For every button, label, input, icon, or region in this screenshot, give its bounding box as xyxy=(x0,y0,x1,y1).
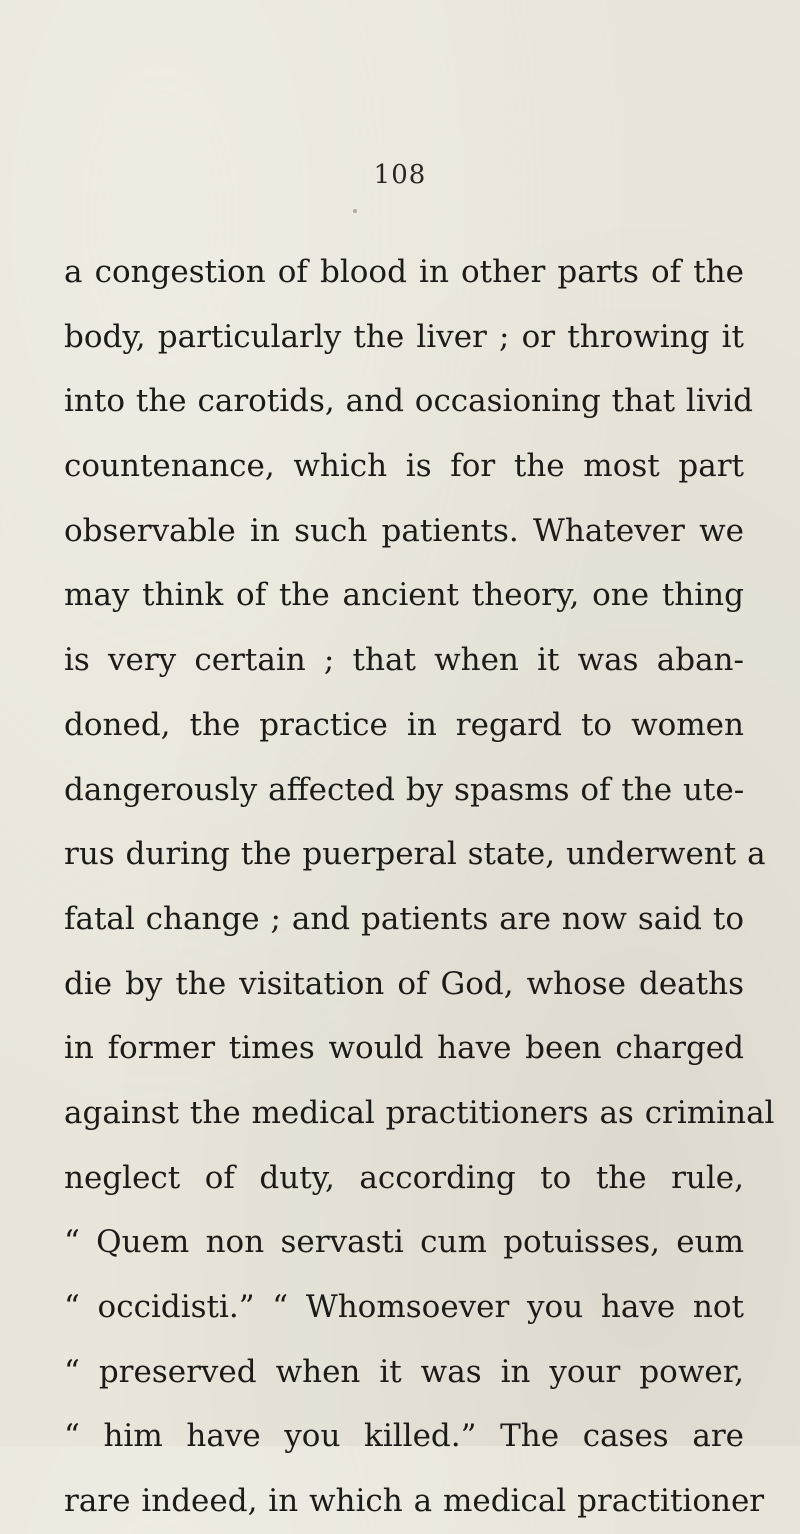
text-line: rare indeed, in which a medical practitioner xyxy=(64,1483,765,1520)
text-line: rus during the puerperal state, underwent a xyxy=(64,836,766,873)
text-line: die by the visitation of God, whose deaths xyxy=(64,965,744,1002)
text-line: “ preserved when it was in your power, xyxy=(64,1353,744,1390)
text-line: body, particularly the liver ; or throwing it xyxy=(64,318,744,355)
text-line: fatal change ; and patients are now said to xyxy=(64,900,744,937)
text-line: dangerously affected by spasms of the ute- xyxy=(64,771,745,808)
text-line: observable in such patients. Whatever we xyxy=(64,512,744,549)
text-line: “ occidisti.” “ Whomsoever you have not xyxy=(64,1289,744,1325)
text-line: against the medical practitioners as criminal xyxy=(64,1094,775,1131)
page-number: 108 xyxy=(373,160,427,190)
ink-speck xyxy=(353,209,357,213)
text-line: is very certain ; that when it was aban- xyxy=(64,642,744,679)
text-line: “ him have you killed.” The cases are xyxy=(64,1418,744,1455)
text-line: may think of the ancient theory, one thing xyxy=(64,577,744,614)
body-text xyxy=(64,240,775,1534)
text-line: doned, the practice in regard to women xyxy=(64,706,744,743)
text-line: into the carotids, and occasioning that livid xyxy=(64,383,753,420)
text-line: “ Quem non servasti cum potuisses, eum xyxy=(64,1224,744,1261)
text-line: in former times would have been charged xyxy=(64,1030,744,1067)
text-line: neglect of duty, according to the rule, xyxy=(64,1159,744,1196)
text-line: countenance, which is for the most part xyxy=(64,448,744,485)
text-line: a congestion of blood in other parts of the xyxy=(64,254,744,290)
